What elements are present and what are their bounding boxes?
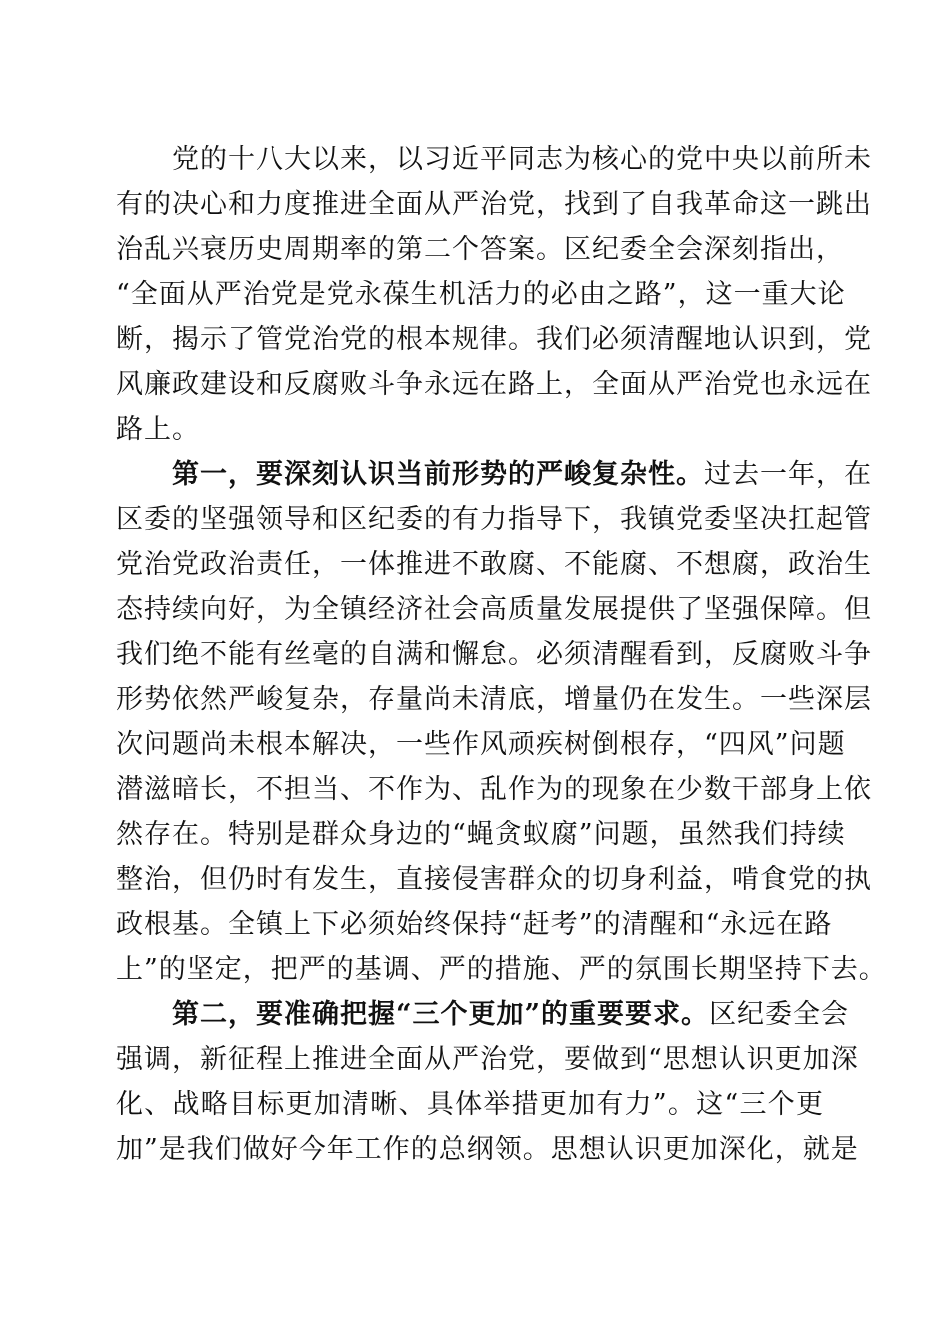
text-fragment: 过去一年，在 xyxy=(704,459,872,490)
paragraph-intro xyxy=(116,137,872,452)
text-line xyxy=(116,992,850,1037)
text-line: 然存在。特别是群众身边的“蝇贪蚁腐”问题，虽然我们持续 xyxy=(116,819,846,850)
text-line: 路上。 xyxy=(116,414,200,445)
paragraph-second-point xyxy=(116,992,859,1172)
text-line: 强调，新征程上推进全面从严治党，要做到“思想认识更加深 xyxy=(116,1044,859,1075)
text-line: 断，揭示了管党治党的根本规律。我们必须清醒地认识到，党 xyxy=(116,324,872,355)
document-body xyxy=(116,137,887,1172)
text-line: “全面从严治党是党永葆生机活力的必由之路”，这一重大论 xyxy=(116,279,846,310)
paragraph-heading: 第一，要深刻认识当前形势的严峻复杂性。 xyxy=(172,459,704,490)
text-line: 整治，但仍时有发生，直接侵害群众的切身利益，啃食党的执 xyxy=(116,864,872,895)
text-line: 治乱兴衰历史周期率的第二个答案。区纪委全会深刻指出， xyxy=(116,234,844,265)
paragraph-heading: 第二，要准确把握“三个更加”的重要要求。 xyxy=(172,999,710,1030)
text-line: 潜滋暗长，不担当、不作为、乱作为的现象在少数干部身上依 xyxy=(116,774,872,805)
text-line: 态持续向好，为全镇经济社会高质量发展提供了坚强保障。但 xyxy=(116,594,872,625)
paragraph-first-point xyxy=(116,452,887,992)
text-line: 党治党政治责任，一体推进不敢腐、不能腐、不想腐，政治生 xyxy=(116,549,872,580)
text-line: 上”的坚定，把严的基调、严的措施、严的氛围长期坚持下去。 xyxy=(116,954,887,985)
text-line: 形势依然严峻复杂，存量尚未清底，增量仍在发生。一些深层 xyxy=(116,684,872,715)
text-line: 风廉政建设和反腐败斗争永远在路上，全面从严治党也永远在 xyxy=(116,369,872,400)
text-line: 加”是我们做好今年工作的总纲领。思想认识更加深化，就是 xyxy=(116,1134,859,1165)
text-line: 化、战略目标更加清晰、具体举措更加有力”。这“三个更 xyxy=(116,1089,824,1120)
text-fragment: 区纪委全会 xyxy=(709,999,850,1030)
text-line: 政根基。全镇上下必须始终保持“赶考”的清醒和“永远在路 xyxy=(116,909,833,940)
text-line: 党的十八大以来，以习近平同志为核心的党中央以前所未 xyxy=(172,144,872,175)
text-line: 我们绝不能有丝毫的自满和懈怠。必须清醒看到，反腐败斗争 xyxy=(116,639,872,670)
text-line xyxy=(116,452,872,497)
text-line: 区委的坚强领导和区纪委的有力指导下，我镇党委坚决扛起管 xyxy=(116,504,872,535)
text-line: 有的决心和力度推进全面从严治党，找到了自我革命这一跳出 xyxy=(116,189,872,220)
text-line: 次问题尚未根本解决，一些作风顽疾树倒根存，“四风”问题 xyxy=(116,729,846,760)
